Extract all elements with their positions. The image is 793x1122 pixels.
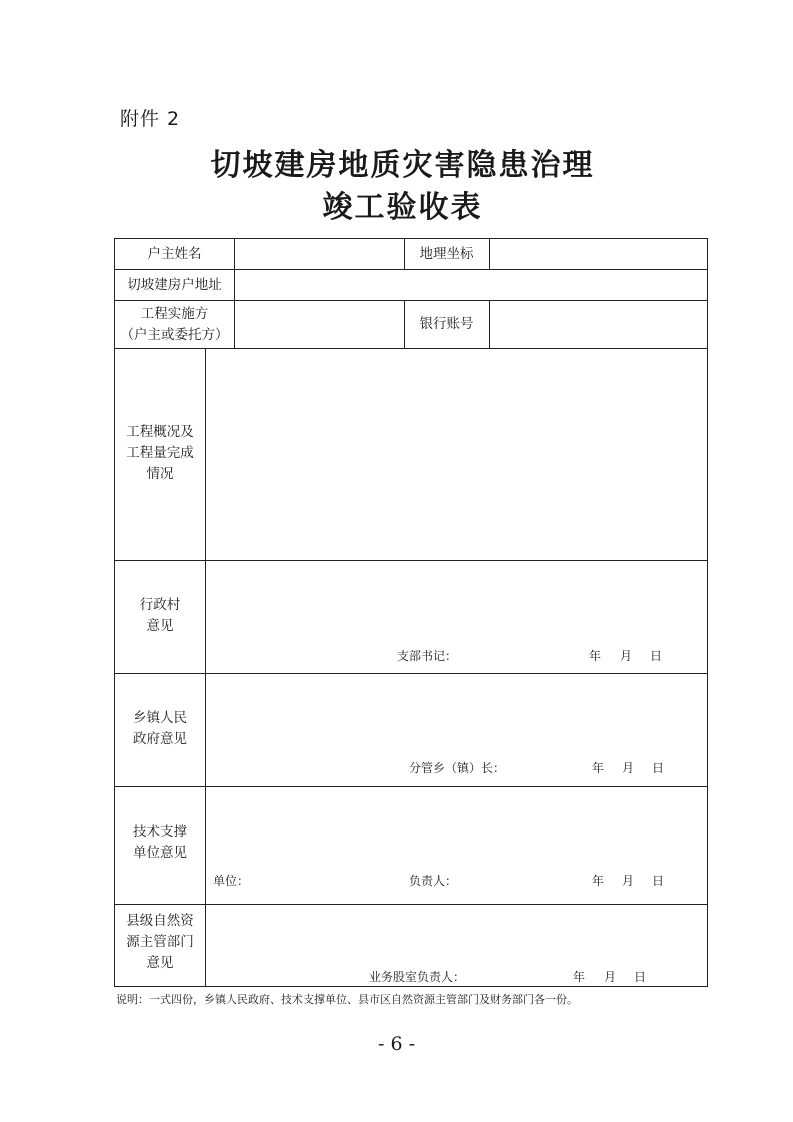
- row-divider: [115, 269, 707, 270]
- tech-responsible-signature: 负责人：: [409, 874, 458, 888]
- row-divider: [115, 348, 707, 349]
- date-year: 年: [592, 874, 605, 888]
- implementer-label: 工程实施方 （户主或委托方）: [120, 306, 229, 343]
- date-month: 月: [620, 649, 633, 663]
- date-day: 日: [652, 761, 665, 775]
- township-opinion-label: 乡镇人民 政府意见: [133, 710, 187, 747]
- page-number: - 6 -: [377, 1033, 415, 1055]
- column-divider: [234, 300, 235, 348]
- village-secretary-signature: 支部书记：: [397, 649, 458, 663]
- row-divider: [115, 300, 707, 301]
- village-opinion-label: 行政村 意见: [139, 597, 181, 634]
- tech-support-opinion-label: 技术支撑 单位意见: [133, 824, 187, 861]
- date-year: 年: [573, 970, 586, 984]
- date-month: 月: [622, 874, 635, 888]
- form-title-line-2: 竣工验收表: [322, 190, 483, 225]
- date-month: 月: [622, 761, 635, 775]
- county-resources-opinion-label: 县级自然资 源主管部门 意见: [126, 913, 194, 971]
- owner-name-label: 户主姓名: [147, 246, 202, 262]
- date-month: 月: [604, 970, 617, 984]
- township-head-signature: 分管乡（镇）长：: [409, 761, 506, 775]
- date-day: 日: [650, 649, 663, 663]
- project-overview-label: 工程概况及 工程量完成 情况: [126, 424, 194, 482]
- tech-unit-signature: 单位：: [213, 874, 250, 888]
- date-year: 年: [589, 649, 602, 663]
- geo-coordinates-label: 地理坐标: [419, 246, 474, 262]
- bank-account-label: 银行账号: [419, 316, 474, 332]
- county-section-head-signature: 业务股室负责人：: [369, 970, 466, 984]
- row-divider: [115, 673, 707, 674]
- date-day: 日: [634, 970, 647, 984]
- address-label: 切坡建房户地址: [127, 277, 222, 293]
- acceptance-form-table: [114, 238, 708, 987]
- form-note: 说明：一式四份，乡镇人民政府、技术支撑单位、县市区自然资源主管部门及财务部门各一份。: [116, 993, 578, 1006]
- column-divider: [205, 348, 206, 986]
- column-divider: [489, 239, 490, 269]
- attachment-label: 附件 2: [120, 108, 181, 130]
- date-day: 日: [652, 874, 665, 888]
- column-divider: [234, 239, 235, 269]
- date-year: 年: [592, 761, 605, 775]
- row-divider: [115, 904, 707, 905]
- row-divider: [115, 786, 707, 787]
- column-divider: [489, 300, 490, 348]
- row-divider: [115, 560, 707, 561]
- form-title-line-1: 切坡建房地质灾害隐患治理: [210, 148, 595, 183]
- column-divider: [234, 269, 235, 300]
